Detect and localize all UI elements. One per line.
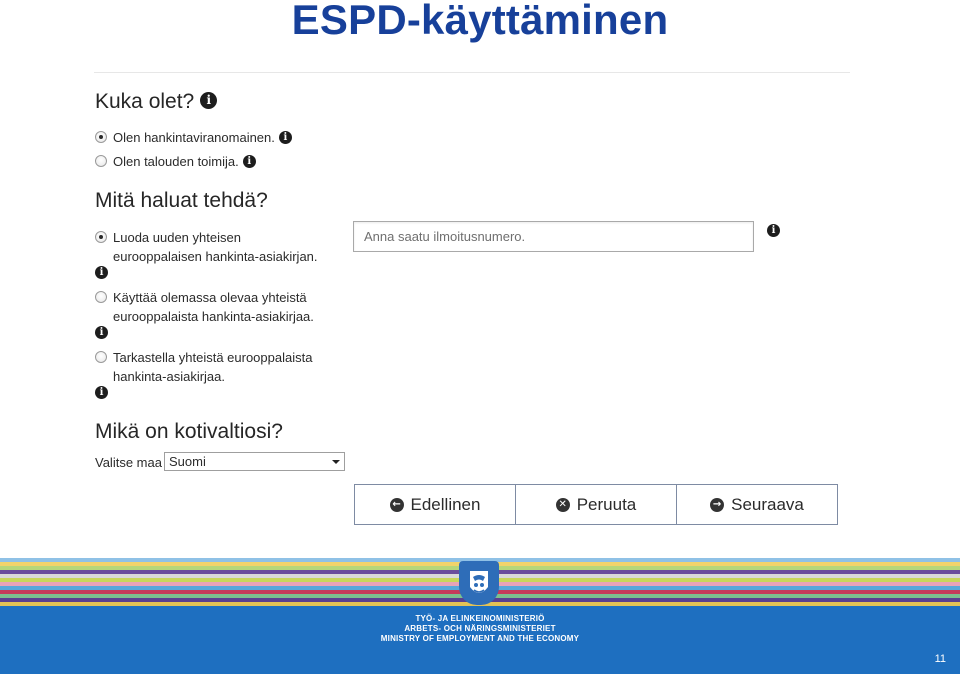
previous-button-label: Edellinen [410,494,481,514]
next-button-label: Seuraava [731,494,804,514]
what-heading: Mitä haluat tehdä? [95,189,268,212]
notice-number-input[interactable] [353,221,754,252]
country-heading: Mikä on kotivaltiosi? [95,420,283,443]
info-icon[interactable]: i [95,386,108,399]
radio-button[interactable] [95,291,107,303]
ministry-name-fi: TYÖ- JA ELINKEINOMINISTERIÖ [415,614,545,623]
ministry-name-sv: ARBETS- OCH NÄRINGSMINISTERIET [404,624,556,633]
close-circle-icon: ✕ [556,498,570,512]
country-label: Valitse maa [95,455,162,470]
who-heading-text: Kuka olet? [95,90,195,113]
radio-button-checked[interactable] [95,131,107,143]
info-icon[interactable]: i [767,224,780,237]
ministry-name [360,614,600,644]
previous-button[interactable] [354,484,516,525]
country-select[interactable] [164,452,345,471]
radio-label-line1: Tarkastella yhteistä eurooppalaista [113,350,313,365]
radio-button[interactable] [95,351,107,363]
radio-economic-operator[interactable] [95,152,256,171]
country-select-value: Suomi [169,454,206,469]
radio-label-line2: eurooppalaista hankinta-asiakirjaa. [113,309,314,324]
info-icon[interactable]: i [95,326,108,339]
ministry-name-en: MINISTRY OF EMPLOYMENT AND THE ECONOMY [380,634,580,643]
info-icon[interactable]: i [279,131,292,144]
who-heading [95,90,217,114]
slide-title: ESPD-käyttäminen [291,0,669,43]
radio-label-line2: hankinta-asiakirjaa. [113,369,226,384]
info-icon[interactable]: i [243,155,256,168]
radio-label: Olen hankintaviranomainen. [113,130,275,145]
radio-label-line1: Luoda uuden yhteisen [113,230,241,245]
arrow-left-circle-icon: ← [390,498,404,512]
finnish-lion-logo [459,561,499,605]
divider [94,72,850,73]
chevron-down-icon [332,460,340,464]
radio-label-line2: eurooppalaisen hankinta-asiakirjan. [113,249,318,264]
radio-button[interactable] [95,155,107,167]
info-icon[interactable]: i [200,92,217,109]
lion-crest-icon [464,565,494,601]
radio-contracting-authority[interactable] [95,128,292,147]
info-icon[interactable]: i [95,266,108,279]
arrow-right-circle-icon: → [710,498,724,512]
radio-review-espd[interactable] [95,348,312,386]
radio-label-line1: Käyttää olemassa olevaa yhteistä [113,290,307,305]
wizard-button-group [354,484,838,525]
radio-button-checked[interactable] [95,231,107,243]
page-number: 11 [934,653,946,665]
cancel-button[interactable] [516,484,677,525]
radio-create-espd[interactable] [95,228,318,266]
radio-reuse-espd[interactable] [95,288,314,326]
next-button[interactable] [677,484,838,525]
cancel-button-label: Peruuta [576,494,637,514]
radio-label: Olen talouden toimija. [113,154,239,169]
